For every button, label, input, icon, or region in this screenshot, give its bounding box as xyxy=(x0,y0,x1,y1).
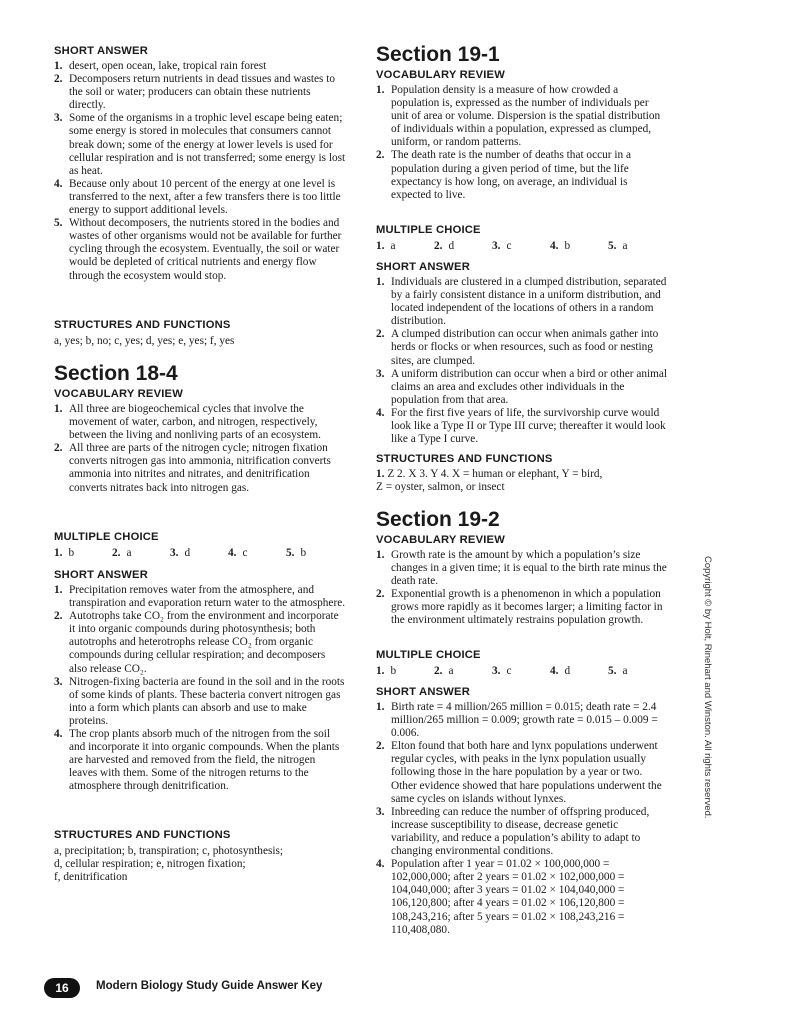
vocabulary-review-heading: VOCABULARY REVIEW xyxy=(376,69,505,81)
short-answer-list xyxy=(54,584,346,794)
multiple-choice-answers xyxy=(54,546,346,560)
short-answer-block xyxy=(54,44,346,283)
page-number-badge: 16 xyxy=(44,978,80,998)
footer-title: Modern Biology Study Guide Answer Key xyxy=(96,980,323,992)
list-item: 3. A uniform distribution can occur when a bird or other animal claims an area and excludes other individuals in the population from that area. xyxy=(376,367,668,406)
vocabulary-list xyxy=(376,84,668,202)
list-item: 2. A clumped distribution can occur when animals gather into herds or flocks or when resources, such as food or nesting sites, are clumped. xyxy=(376,328,659,367)
list-item: 1. Growth rate is the amount by which a population’s size changes in a given time; it is equal to the birth rate minus the death rate. xyxy=(376,549,667,588)
mc-answer: 5. a xyxy=(608,665,628,677)
vocabulary-review-heading: VOCABULARY REVIEW xyxy=(376,534,505,546)
multiple-choice-heading: MULTIPLE CHOICE xyxy=(376,224,481,236)
list-item: 3. Some of the organisms in a trophic level escape being eaten; some energy is stored in molecules that consumers cannot break down; some of the energy at lower levels is used for cellular respiration and is not transferred; some energy is lost as heat. xyxy=(54,112,346,177)
section-title: Section 19-1 xyxy=(376,43,500,66)
structures-functions-heading: STRUCTURES AND FUNCTIONS xyxy=(54,319,231,331)
mc-answer: 3. c xyxy=(492,665,512,677)
list-item: 2. All three are parts of the nitrogen cycle; nitrogen fixation converts nitrogen gas into ammonia, nitrification converts ammonia into nitrites and nitrates, and denitrification converts nitrates back into nitrogen gas. xyxy=(54,442,331,494)
list-item: 3. Nitrogen-fixing bacteria are found in the soil and in the roots of some kinds of plants. These bacteria convert nitrogen gas into a form which plants can absorb and use to make proteins. xyxy=(54,675,345,727)
section-18-4 xyxy=(54,362,346,495)
list-item: 2. The death rate is the number of deaths that occur in a population during a given period of time, but the life expectancy is how long, on average, an individual is expected to live. xyxy=(376,149,631,201)
short-answer-heading: SHORT ANSWER xyxy=(54,45,148,57)
structures-functions-line: f, denitrification xyxy=(54,871,128,884)
list-item: 4. Population after 1 year = 01.02 × 100,000,000 = 102,000,000; after 2 years = 01.02 × 102,000,000 = 104,040,000; after 3 years = 01.02 × 104,040,000 = 106,120,800; after 4 years = 01.02 × 106,120,800 = 108,243,216; after 5 years = 01.02 × 108,243,216 = 110,408,080. xyxy=(376,858,625,936)
mc-answer: 5. a xyxy=(608,240,628,252)
list-item: 1. Individuals are clustered in a clumped distribution, separated by a fairly consistent distance in a uniform distribution, and located independent of the locations of others in a random distribution. xyxy=(376,276,667,328)
list-item: 3. Inbreeding can reduce the number of offspring produced, increase susceptibility to disease, decrease genetic variability, and reduce a population’s ability to adapt to changing environmental conditions. xyxy=(376,805,650,858)
list-item: 1. desert, open ocean, lake, tropical rain forest xyxy=(54,60,267,72)
multiple-choice-heading: MULTIPLE CHOICE xyxy=(376,649,481,661)
mc-answer: 1. b xyxy=(376,665,397,677)
short-answer-list xyxy=(376,701,668,937)
multiple-choice-block xyxy=(376,648,668,678)
short-answer-list xyxy=(376,276,668,446)
section-title: Section 18-4 xyxy=(54,362,178,385)
mc-answer: 3. c xyxy=(492,240,512,252)
structures-functions-heading: STRUCTURES AND FUNCTIONS xyxy=(54,829,231,841)
list-item: 5. Without decomposers, the nutrients stored in the bodies and wastes of other organisms would not be available for further cycling through the ecosystem. Eventually, the soil or water would be depleted of critical nutrients and energy flow through the ecosystem would stop. xyxy=(54,217,342,282)
section-19-2 xyxy=(376,508,668,628)
vocabulary-review-heading: VOCABULARY REVIEW xyxy=(54,388,183,400)
short-answer-block xyxy=(376,685,668,937)
list-item: 1. Population density is a measure of how crowded a population is, expressed as the number of individuals per unit of area or volume. Dispersion is the spatial distribution of individuals within a population, expressed as clumped, uniform, or random patterns. xyxy=(376,84,661,149)
list-item: 1. Precipitation removes water from the atmosphere, and transpiration and evaporation return water to the atmosphere. xyxy=(54,584,346,610)
short-answer-heading: SHORT ANSWER xyxy=(376,261,470,273)
short-answer-block xyxy=(376,260,668,446)
list-item: 4. The crop plants absorb much of the nitrogen from the soil and incorporate it into organic compounds. When the plants are harvested and removed from the field, the nitrogen leaves with them. Some of the nitrogen returns to the atmosphere through denitrification. xyxy=(54,728,340,793)
mc-answer: 3. d xyxy=(170,547,191,559)
mc-answer: 4. c xyxy=(228,547,248,559)
structures-functions-block xyxy=(54,318,346,348)
mc-answer: 4. d xyxy=(550,665,571,677)
list-item: 4. Because only about 10 percent of the energy at one level is transferred to the next, after a few transfers there is too little energy to support additional levels. xyxy=(54,177,341,217)
mc-answer: 1. b xyxy=(54,547,75,559)
vocabulary-list xyxy=(376,549,668,628)
copyright-notice: Copyright © by Holt, Rinehart and Winston. All rights reserved. xyxy=(702,556,713,819)
mc-answer: 2. d xyxy=(434,240,455,252)
section-title: Section 19-2 xyxy=(376,508,500,531)
mc-answer: 4. b xyxy=(550,240,571,252)
list-item: 1. Birth rate = 4 million/265 million = 0.015; death rate = 2.4 million/265 million = 0.009; growth rate = 0.015 – 0.009 = 0.006. xyxy=(376,701,658,740)
structures-functions-line: 1. Z 2. X 3. Y 4. X = human or elephant, Y = bird, xyxy=(376,468,603,480)
list-item: 2. Exponential growth is a phenomenon in which a population grows more rapidly as it becomes larger; a limiting factor in the environment ultimately restrains population growth. xyxy=(376,588,663,627)
structures-functions-block xyxy=(54,828,346,884)
mc-answer: 5. b xyxy=(286,547,307,559)
structures-functions-heading: STRUCTURES AND FUNCTIONS xyxy=(376,453,553,465)
structures-functions-block xyxy=(376,452,668,494)
list-item: 2. Autotrophs take CO₂ from the environment and incorporate it into organic compounds during photosynthesis; both autotrophs and heterotrophs release CO₂ from organic compounds during cellular respiration; and decomposers also release CO₂. xyxy=(54,610,339,675)
list-item: 4. For the first five years of life, the survivorship curve would look like a Type II or Type III curve; thereafter it would look like a Type I curve. xyxy=(376,406,666,446)
multiple-choice-answers xyxy=(376,664,668,678)
mc-answer: 1. a xyxy=(376,240,396,252)
structures-functions-line: a, precipitation; b, transpiration; c, photosynthesis; xyxy=(54,845,284,857)
list-item: 2. Decomposers return nutrients in dead tissues and wastes to the soil or water; producers can obtain these nutrients directly. xyxy=(54,73,336,112)
list-item: 2. Elton found that both hare and lynx populations underwent regular cycles, with peaks in the lynx population usually following those in the hare population by a year or two. Other evidence showed that hare populations underwent the same cycles on islands without lynxes. xyxy=(376,740,662,805)
short-answer-heading: SHORT ANSWER xyxy=(376,686,470,698)
mc-answer: 2. a xyxy=(434,665,454,677)
multiple-choice-block xyxy=(376,223,668,253)
short-answer-list xyxy=(54,60,346,283)
multiple-choice-heading: MULTIPLE CHOICE xyxy=(54,531,159,543)
structures-functions-line: d, cellular respiration; e, nitrogen fixation; xyxy=(54,858,246,871)
list-item: 1. All three are biogeochemical cycles that involve the movement of water, carbon, and nitrogen, respectively, between the living and nonliving parts of an ecosystem. xyxy=(54,403,321,442)
multiple-choice-answers xyxy=(376,239,668,253)
short-answer-block xyxy=(54,568,346,794)
multiple-choice-block xyxy=(54,530,346,560)
short-answer-heading: SHORT ANSWER xyxy=(54,569,148,581)
mc-answer: 2. a xyxy=(112,547,132,559)
section-19-1 xyxy=(376,43,668,202)
vocabulary-list xyxy=(54,403,346,495)
structures-functions-line: Z = oyster, salmon, or insect xyxy=(376,481,505,494)
structures-functions-text: a, yes; b, no; c, yes; d, yes; e, yes; f, yes xyxy=(54,335,235,347)
